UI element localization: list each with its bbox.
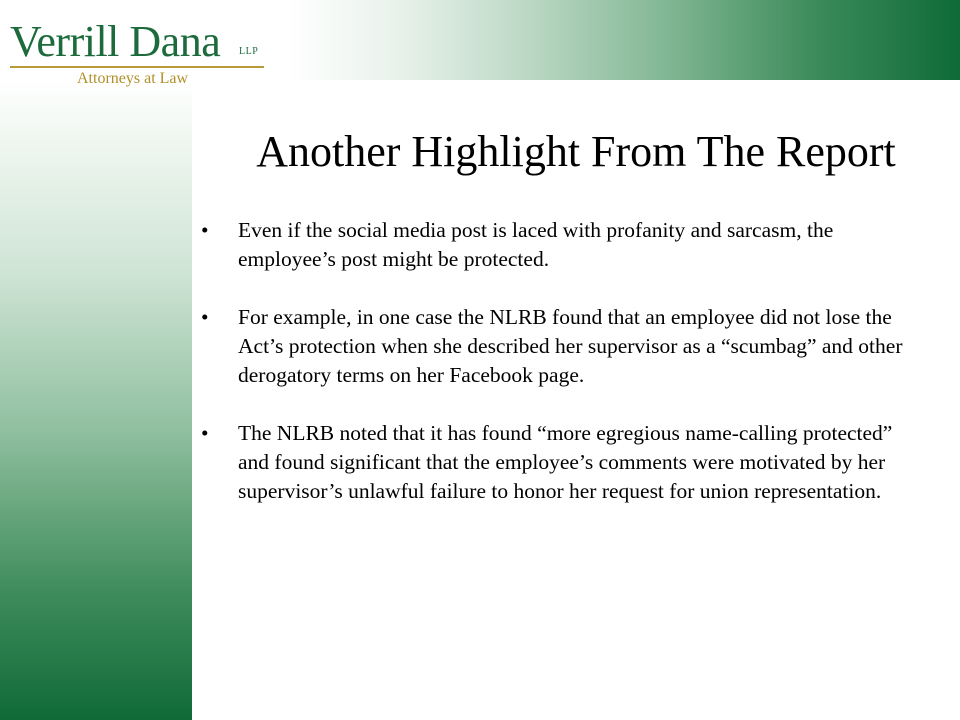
firm-logo	[10, 18, 272, 88]
bullet-item-2	[201, 303, 921, 390]
logo-firm-name: Verrill Dana	[10, 17, 221, 66]
bullet-item-3	[201, 419, 921, 506]
sidebar-gradient-band	[0, 80, 192, 720]
bullet-text: For example, in one case the NLRB found that an employee did not lose the Act’s protection when she described her supervisor as a “scumbag” and other derogatory terms on her Facebook page.	[238, 305, 903, 387]
bullet-dot-icon: •	[201, 421, 209, 445]
bullet-list	[201, 216, 921, 535]
bullet-item-1	[201, 216, 921, 274]
bullet-text: The NLRB noted that it has found “more egregious name-calling protected” and found significant that the employee’s comments were motivated by her supervisor’s unlawful failure to honor her request for union representation.	[238, 421, 893, 503]
slide-title: Another Highlight From The Report	[256, 127, 896, 176]
logo-tagline: Attorneys at Law	[77, 70, 189, 87]
bullet-dot-icon: •	[201, 218, 209, 242]
logo-gold-rule	[10, 66, 264, 68]
bullet-text: Even if the social media post is laced with profanity and sarcasm, the employee’s post might be protected.	[238, 218, 834, 271]
bullet-dot-icon: •	[201, 305, 209, 329]
logo-llp-suffix: LLP	[239, 46, 259, 57]
